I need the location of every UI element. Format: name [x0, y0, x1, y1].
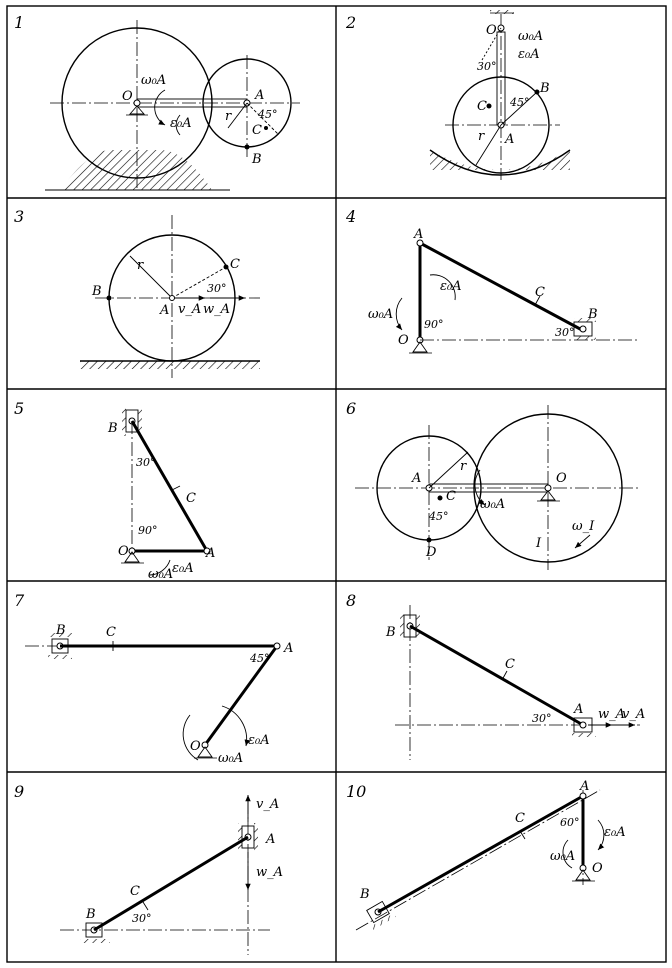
svg-text:ε₀A: ε₀A: [170, 116, 192, 131]
svg-text:w_A: w_A: [256, 865, 284, 880]
svg-text:B: B: [588, 307, 598, 322]
svg-text:90°: 90°: [138, 524, 158, 537]
panel-7: [14, 591, 293, 766]
svg-text:r: r: [478, 129, 485, 144]
svg-text:4: 4: [346, 207, 357, 226]
link-AB: [410, 626, 583, 725]
svg-text:ε₀A: ε₀A: [248, 733, 270, 748]
svg-text:A: A: [574, 702, 584, 717]
panel-1: [14, 13, 300, 190]
svg-text:O: O: [592, 861, 603, 876]
panel-number: 1: [14, 13, 25, 32]
svg-text:I: I: [536, 536, 542, 551]
svg-text:ω₀A: ω₀A: [148, 567, 174, 582]
svg-text:A: A: [580, 779, 590, 794]
svg-text:ω₀A: ω₀A: [550, 849, 576, 864]
svg-text:ω₀A: ω₀A: [368, 307, 394, 322]
svg-text:ω₀A: ω₀A: [480, 497, 506, 512]
svg-text:O: O: [190, 739, 201, 754]
svg-text:B: B: [92, 284, 102, 299]
panel-4: [345, 207, 640, 353]
svg-text:45°: 45°: [510, 96, 530, 109]
svg-text:30°: 30°: [136, 456, 156, 469]
panel-8: [346, 591, 645, 760]
svg-text:O: O: [398, 333, 409, 348]
svg-text:A: A: [505, 132, 515, 147]
svg-text:A: A: [255, 88, 265, 103]
svg-text:30°: 30°: [477, 60, 497, 73]
svg-text:w_A: w_A: [598, 707, 626, 722]
svg-text:B: B: [108, 421, 118, 436]
svg-text:30°: 30°: [555, 326, 575, 339]
svg-text:w_A: w_A: [203, 302, 231, 317]
panel-3: [14, 207, 260, 378]
svg-text:10: 10: [346, 782, 367, 801]
svg-text:r: r: [137, 258, 144, 273]
svg-text:ω_I: ω_I: [572, 519, 595, 534]
svg-text:C: C: [252, 123, 262, 138]
svg-text:B: B: [540, 81, 550, 96]
svg-text:O: O: [556, 471, 567, 486]
svg-text:45°: 45°: [250, 652, 270, 665]
svg-text:45°: 45°: [258, 108, 278, 121]
panel-9: [14, 782, 283, 955]
panel-6: [346, 399, 640, 570]
svg-text:v_A: v_A: [256, 797, 280, 812]
svg-text:A: A: [284, 641, 294, 656]
svg-text:C: C: [505, 657, 515, 672]
svg-text:D: D: [426, 545, 437, 560]
svg-text:ω₀A: ω₀A: [141, 73, 167, 88]
svg-text:O: O: [486, 23, 497, 38]
svg-text:3: 3: [14, 207, 25, 226]
svg-text:C: C: [106, 625, 116, 640]
svg-text:A: A: [412, 471, 422, 486]
svg-text:C: C: [515, 811, 525, 826]
svg-text:6: 6: [346, 399, 357, 418]
svg-text:8: 8: [346, 591, 357, 610]
svg-text:O: O: [118, 544, 129, 559]
svg-text:30°: 30°: [532, 712, 552, 725]
svg-text:r: r: [460, 459, 467, 474]
svg-text:B: B: [386, 625, 396, 640]
svg-text:45°: 45°: [429, 510, 449, 523]
svg-text:C: C: [446, 489, 456, 504]
svg-text:B: B: [86, 907, 96, 922]
panel-10: [346, 779, 626, 930]
svg-text:C: C: [130, 884, 140, 899]
panel-5: [14, 399, 215, 582]
svg-text:O: O: [122, 89, 133, 104]
svg-text:r: r: [225, 109, 232, 124]
svg-text:C: C: [230, 257, 240, 272]
svg-text:30°: 30°: [207, 282, 227, 295]
link-AB: [94, 837, 248, 930]
svg-text:A: A: [160, 303, 170, 318]
panel-2: [345, 10, 570, 180]
svg-text:C: C: [186, 491, 196, 506]
svg-text:ε₀A: ε₀A: [518, 47, 540, 62]
svg-text:ε₀A: ε₀A: [604, 825, 626, 840]
svg-text:7: 7: [14, 591, 25, 610]
svg-text:v_A: v_A: [178, 302, 202, 317]
svg-text:C: C: [535, 285, 545, 300]
svg-text:ε₀A: ε₀A: [172, 561, 194, 576]
svg-text:C: C: [477, 99, 487, 114]
svg-text:A: A: [414, 227, 424, 242]
svg-text:ω₀A: ω₀A: [518, 29, 544, 44]
svg-text:ω₀A: ω₀A: [218, 751, 244, 766]
svg-text:B: B: [56, 623, 66, 638]
svg-text:30°: 30°: [132, 912, 152, 925]
svg-text:A: A: [266, 832, 276, 847]
svg-text:B: B: [252, 152, 262, 167]
svg-text:5: 5: [14, 399, 25, 418]
svg-text:60°: 60°: [560, 816, 580, 829]
svg-text:B: B: [360, 887, 370, 902]
svg-text:v_A: v_A: [622, 707, 646, 722]
svg-text:2: 2: [346, 13, 357, 32]
svg-text:90°: 90°: [424, 318, 444, 331]
svg-text:9: 9: [14, 782, 25, 801]
svg-text:A: A: [206, 546, 216, 561]
svg-text:ε₀A: ε₀A: [440, 279, 462, 294]
